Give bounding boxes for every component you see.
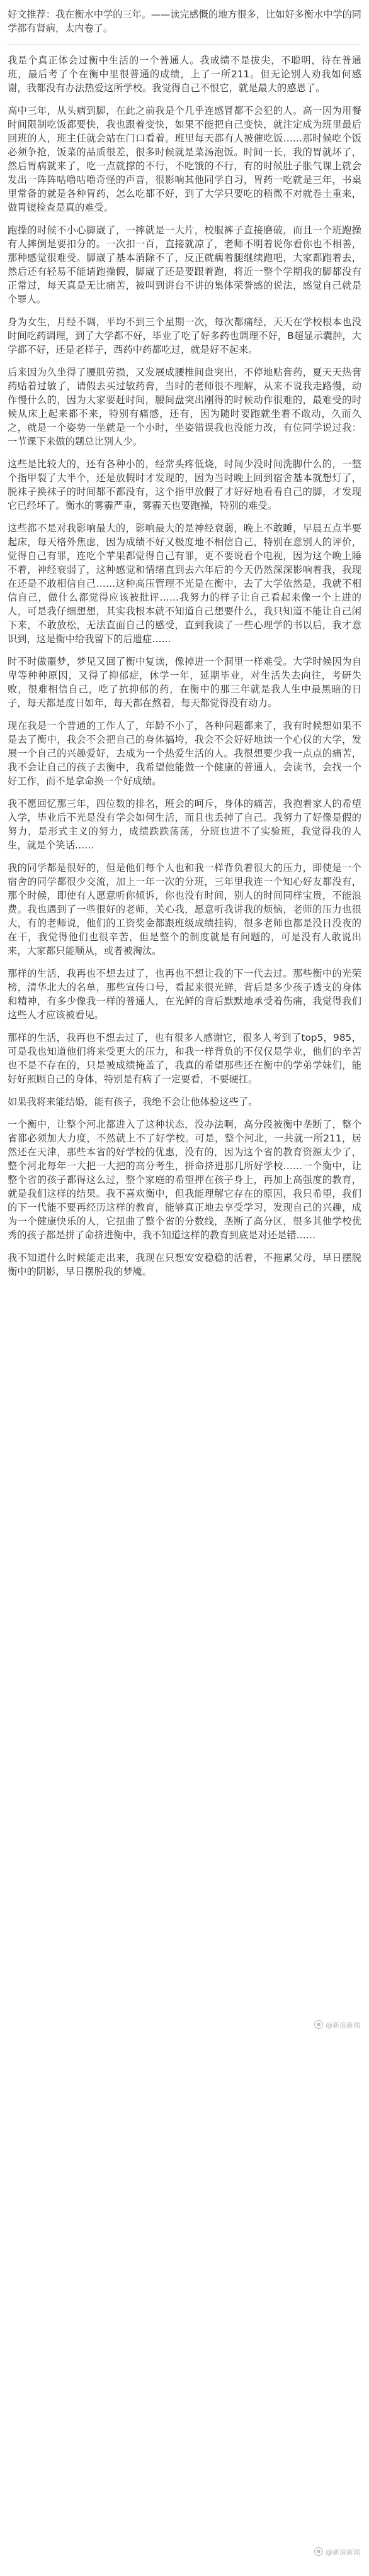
paragraph: 时不时做噩梦，梦见又回了衡中复读，像掉进一个洞里一样难受。大学时候因为自卑等种种原因，又得了抑郁症，休学一年，延期毕业，对生活失去向往，考研失败，很难相信自己，吃了抗抑郁的药，在衡中的那三年就是我人生中最黑暗的日子，每天都是度日如年，每天都在熬着，每天都觉得没有动力。 (8, 656, 361, 709)
paragraph: 现在我是一个普通的工作人了，年龄不小了，各种问题都来了，我有时候想如果不是去了衡中，我会不会把自己的身体搞垮，我会不会好好地读一个心仪的大学，发展一个自己的兴趣爱好，去成为一个热爱生活的人。我很想要少我一点点的痛苦，我不会让自己的孩子去衡中，我希望他能做一个健康的普通人，会读书，会找一个好工作，而不是拿命换一个好成绩。 (8, 720, 361, 787)
intro-line: 好文推荐：我在衡水中学的三年。——读完感慨的地方很多，比如好多衡水中学的同学都有肾病，太内卷了。 (8, 9, 361, 34)
paragraph: 这些是比较大的，还有各种小的，经常头疼低烧，时间少没时间洗脚什么的，一整个指甲裂了大半个，还是放假时才发现的，因为当时晚上回到宿舍基本就想灯了，脱袜子换袜子的时间都不都没有，这个指甲放假了才好好地看看自己的脚，才发现它已经坏了。衡水的雾霾严重，雾霾天也要跑操，特别的难受。 (8, 458, 361, 511)
watermark (314, 2547, 360, 2557)
paragraph: 我不知道什么时候能走出来，我现在只想安安稳稳的活着，不拖累父母，早日摆脱衡中的阴影，早日摆脱我的梦魇。 (8, 1252, 361, 1277)
paragraph: 我的同学都是很好的，但是他们每个人也和我一样背负着很大的压力，即使是一个宿舍的同学都很少交流，加上一年一次的分班，三年里我连一个知心好友都没有，那个时候，即使有人愿意听你倾诉，你也没有时间，别人的时间同样宝贵，不能浪费。我也遇到了一些很好的老师，关心我，愿意听我讲我的烦恼，老师的压力也很大，有的老师说，他们的工资奖金都跟班级成绩挂钩，很多老师也都是没日没夜的在干，我觉得他们也很辛苦，但是整个的制度就是有问题的，可是没有人敢说出来，大家都只能顺从，或者被淘汰。 (8, 862, 361, 957)
watermark-text: @新浪新闻 (326, 2021, 360, 2029)
paragraph: 跑操的时候不小心脚崴了，一摔就是一大片，校服裤子直接磨破，而且一个班跑操有人摔倒是要扣分的。一次扣一百，直接就凉了，老师不明着说你看你也不相善，那种感觉很难受。脚崴了基本消除不了，反正就瘸着腿继续跑吧，大家都跑着去，然后还有轻易不能请跑操假，脚崴了还是要跟着跑，将近一整个学期我的脚都没有正常过，每天真是无比痛苦，被叫到讲台不讲的集体荣誉感的说法，感觉自己就是个罪人。 (8, 225, 361, 305)
paragraph: 这些都不是对我影响最大的，影响最大的是神经衰弱，晚上不敢睡，早晨五点半要起床，每天格外焦虑，因为成绩不好又极度地不相信自己，特别在意别人的评价，觉得自己有罪，连吃个苹果都觉得自己有罪，更不要说看个电视，因为这个晚上睡不着，神经衰弱了，这种感觉和情绪直到去六年后的今天仍然深深影响着我，我现在还是不敢相信自己……这种高压管理不光是在衡中，去了大学依然是，我就不相信自己，做什么都觉得应该被批评……我努力的样子让自己看起来像一个上进的人，可是我仔细想想，其实我根本就不知道自己想要什么，我只知道不能让自己闲下来，不敢放松，无法直面自己的感受，直到我读了一些心理学的书以后，我才意识到，这是衡中给我留下的后遗症…… (8, 523, 361, 645)
divider (8, 44, 361, 45)
paragraph: 高中三年，从头病到脚，在此之前我是个几乎连感冒都不会犯的人。高一因为用餐时间限制吃饭都要快，我也跟着变快，如果不能把自己变快，就注定成为班里最后回班的人，班主任就会站在门口看着。班里每天都有人被催吃饭……那时候吃个饭必须争抢，饭菜的品质很差，很多时候就是菜汤泡饭。时间一长，我的胃就坏了，然后胃病就来了，吃一点就撑的不行，不吃饿的不行，有的时候肚子胀气课上就会发出一阵阵咕噜咕噜奇怪的声音，很影响其他同学自习，胃药一吃就是三年，书桌里常备的就是各种胃药，怎么吃都不好，到了大学只要吃的稍微不对就卷土重来，做胃镜检查是真的难受。 (8, 105, 361, 213)
weibo-logo-icon (314, 2020, 323, 2029)
paragraph: 身为女生，月经不调，平均不到三个星期一次，每次都痛经，天天在学校根本也没时间吃药调理，到了大学都不好，毕业了吃了好多药也调理不好，B超显示囊肿，大学都不好，还是老样子，西药中药都吃过，就是好不起来。 (8, 316, 361, 355)
paragraph: 我不愿回忆那三年，四位数的排名，班会的呵斥，身体的痛苦，我抱着家人的希望入学，毕业后不光是没有学会如何生活，而且也丢掉了自己。我努力了好像是假的努力，是形式主义的努力，成绩跌跌荡荡，分班也进不了实验班，我觉得我的人生，就是个笑话…… (8, 798, 361, 851)
watermark (314, 2020, 360, 2030)
paragraph: 那样的生活，我再也不想去过了，也再也不想让我的下一代去过。那些衡中的光荣榜，清华北大的名单，那些宣传口号，看起来很光鲜，背后是多少孩子透支的身体和精神，有多少像我一样的普通人，在光鲜的背后默默地承受着伤痛，我觉得我们这些人才应该被看见。 (8, 968, 361, 1021)
weibo-logo-icon (314, 2547, 323, 2556)
paragraph: 我是个真正体会过衡中生活的一个普通人。我成绩不是拔尖，不聪明，待在普通班，最后考了个在衡中里很普通的成绩，上了一所211。但无论别人劝我如何感谢，我都没有办法热爱这所学校。我觉得自己不恨它，就是最大的感恩了。 (8, 55, 361, 94)
watermark-text: @新浪新闻 (326, 2548, 360, 2557)
paragraph: 一个衡中，让整个河北都进入了这种状态，没办法啊，高分段被衡中垄断了，整个省都必须加大力度，不然就上不了好学校。可是，整个河北，一共就一所211，居然还在天津，那些本省的好学校的优惠，没有的，因为这个省的教育资源太少了，整个河北每年一大把一大把的高分考生，拼命挤进那几所好学校……一个衡中，让整个省的孩子都得这么过，整个家庭的希望押在孩子身上，再加上高强度的教育，就是我们这样的结果。我不喜欢衡中，但我能理解它存在的原因，我只希望，我们的下一代能不要再经历这样的教育，能够真正地去享受学习，发现自己的兴趣，成为一个健康快乐的人，它扭曲了整个省的分数线，垄断了高分区，很多其他学校优秀的孩子都是拼了命挤进衡中，我不知道这样的教育到底是对还是错…… (8, 1119, 361, 1241)
paragraph: 后来因为久坐得了腰肌劳损，又发展成腰椎间盘突出，不停地贴膏药，夏天天热膏药贴着过敏了，请假去买过敏药膏，当时的老师很不理解，从来不说我走路慢，动作慢什么的，因为大家要赶时间，腰间盘突出刚得的时候动作很难的，最难受的时候从床上起来都不来，特别有痛感，还有，因为随时要跑就坐着不敢动，久而久之，就是一个姿势一坐就是一个小时，坐姿错误我也没能力改，有位同学说过我：一节课下来做的题总比别人少。 (8, 367, 361, 447)
paragraph: 那样的生活，我再也不想去过了，也有很多人感谢它，很多人考到了top5，985，可是我也知道他们将来受更大的压力，和我一样背负的不仅仅是学业，他们的辛苦也不是不存在的，只是被成绩掩盖了，我真的希望那些还在衡中的学弟学妹们，能好好照顾自己的身体，特别是有病了一定要看，不要硬扛。 (8, 1032, 361, 1085)
paragraph: 如果我将来能结婚，能有孩子，我绝不会让他体验这些了。 (8, 1096, 258, 1108)
